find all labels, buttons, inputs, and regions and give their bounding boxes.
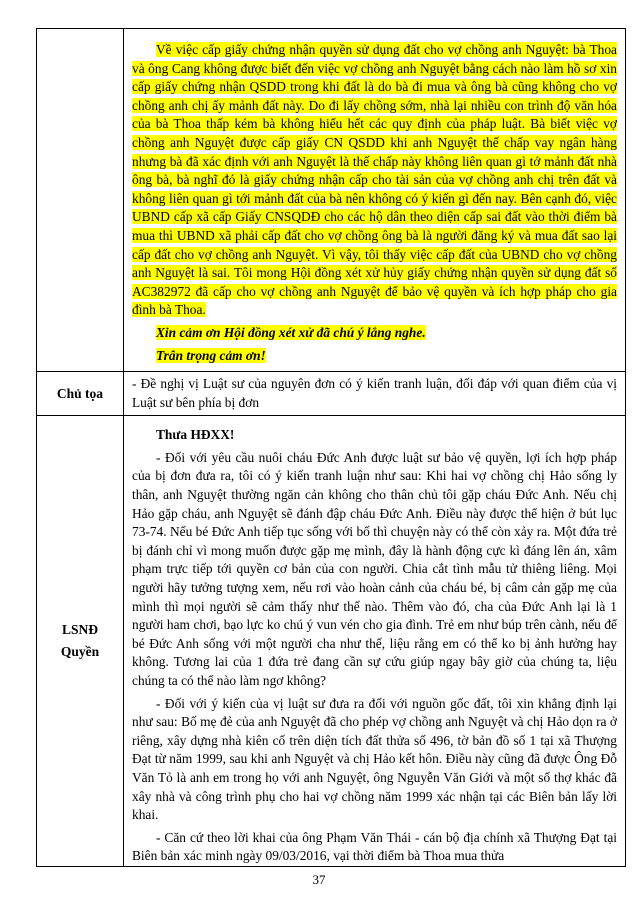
page-number: 37 [312, 872, 326, 887]
speaker-lsnd-name: Quyền [60, 644, 100, 660]
lsnd-greeting: Thưa HĐXX! [156, 427, 235, 443]
table-row-highlighted [37, 29, 626, 372]
lsnd-paragraph-1: - Đối với yêu cầu nuôi cháu Đức Anh được luật sư bảo vệ quyền, lợi ích hợp pháp của bị đơn đưa ra, tôi có ý kiến tranh luận như sau: Khi hai vợ chồng chị Hảo sống ly thân, anh Nguyệt thường ngăn cản không cho thân chủ tôi gặp cháu Đức Anh. Nếu chị Hảo gặp cháu, anh Nguyệt sẽ đánh đập cháu Đức Anh. Điều này được thể hiện ở bút lục 73-74. Nếu bé Đức Anh tiếp tục sống với bố thì chuyện này có thể còn xảy ra. Một đứa trẻ bị đánh chỉ vì mong muốn được gặp mẹ mình, đây là hành động cực kì đáng lên án, xâm phạm trực tiếp tới quyền cơ bản của con người. Chia cắt tình mẫu tử thiêng liêng. Mọi người hãy tưởng tượng xem, nếu rơi vào hoàn cảnh của cháu bé, bị câm cản gặp mẹ của mình thì mọi người sẽ cảm thấy như thế nào. Thêm vào đó, cha của Đức Anh lại là 1 người ham chơi, bạo lực ko chú ý vun vén cho gia đình. Trẻ em như búp trên cành, nếu để bé Đức Anh sống với một người cha như thế, liệu rằng em có thể ko bị ảnh hưởng hay không. Tương lai của 1 đứa trẻ đang cần sự cứu giúp ngay bây giờ của chúng ta, liệu chúng ta có thể nào làm ngơ không? [132, 449, 617, 688]
highlighted-paragraph: Về việc cấp giấy chứng nhận quyền sử dụng đất cho vợ chồng anh Nguyệt: bà Thoa và ông Cang không được biết đến việc vợ chồng anh Nguyệt bằng cách nào làm hồ sơ xin cấp giấy chứng nhận QSDD trong khi đất là do bà đi mua và ông bà cũng không cho vợ chồng anh chị ấy mảnh đất này. Do đi lấy chồng sớm, nhà lại nhiều con trình độ văn hóa của bà Thoa thấp kém bà không hiểu hết các quy định của pháp luật. Bà biết việc vợ chồng anh Nguyệt được cấp giấy CN QSDD khi anh Nguyệt thế chấp vay ngân hàng nhưng bà đã xác định với anh Nguyệt là thế chấp này không liên quan gì tớ mảnh đất nhà ông bà, bà nghĩ đó là giấy chứng nhận cấp cho tài sản của vợ chồng anh chị trên đất và không liên quan gì tới mảnh đất của bà nên không có ý kiến gì đến nay. Bên cạnh đó, việc UBND cấp xã cấp Giấy CNSQDĐ cho các hộ dân theo diện cấp sai đất vào thời điểm bà mua thì UBND xã phải cấp đất cho vợ chồng ông bà là người đăng ký và mua đất sao lại cấp đất cho vợ chồng anh Nguyệt. Vì vậy, tôi thấy việc cấp đất của UBND cho vợ chồng anh Nguyệt là sai. Tôi mong Hội đồng xét xử hủy giấy chứng nhận quyền sử dụng đất số AC382972 đã cấp cho vợ chồng anh Nguyệt để bảo vệ quyền và ích hợp pháp cho gia đình bà Thoa. [132, 42, 617, 318]
content-cell-lsnd [124, 416, 626, 867]
transcript-table [36, 28, 626, 867]
speaker-lsnd [37, 416, 124, 867]
table-row-chu-toa [37, 372, 626, 416]
table-row-lsnd [37, 416, 626, 867]
closing-regards-line: Trân trọng cảm ơn! [156, 347, 266, 363]
content-cell-chu-toa [124, 372, 626, 416]
content-cell-highlighted [124, 29, 626, 372]
speaker-lsnd-title: LSNĐ [61, 622, 98, 638]
speaker-chu-toa: Chủ tọa [37, 372, 124, 416]
lsnd-paragraph-3: - Căn cứ theo lời khai của ông Phạm Văn Thái - cán bộ địa chính xã Thượng Đạt tại Biên bản xác minh ngày 09/03/2016, vại thời điểm bà Thoa mua thửa [132, 829, 617, 864]
speaker-cell-empty [37, 29, 124, 372]
lsnd-paragraph-2: - Đối với ý kiến của vị luật sư đưa ra đối với nguồn gốc đất, tôi xin khẳng định lại như sau: Bố mẹ đẻ của anh Nguyệt đã cho phép vợ chồng anh Nguyệt và chị Hảo dọn ra ở riêng, xây dựng nhà kiên cố trên diện tích đất thửa số 496, tờ bản đồ số 1 tại xã Thượng Đạt từ năm 1999, sau khi anh Nguyệt và chị Hảo kết hôn. Điều này cũng đã được Ông Đỗ Văn Tỏ là anh em trong họ với anh Nguyệt, ông Nguyễn Văn Giới và một số thợ khác đã xây nhà và công trình phụ cho hai vợ chồng năm 1999 xác nhận tại các Biên bản lấy lời khai. [132, 695, 617, 823]
closing-thanks-line: Xin cảm ơn Hội đồng xét xử đã chú ý lắng nghe. [156, 324, 426, 340]
chu-toa-text: - Đề nghị vị Luật sư của nguyên đơn có ý kiến tranh luận, đối đáp với quan điểm của vị Luật sư bên phía bị đơn [132, 376, 617, 410]
